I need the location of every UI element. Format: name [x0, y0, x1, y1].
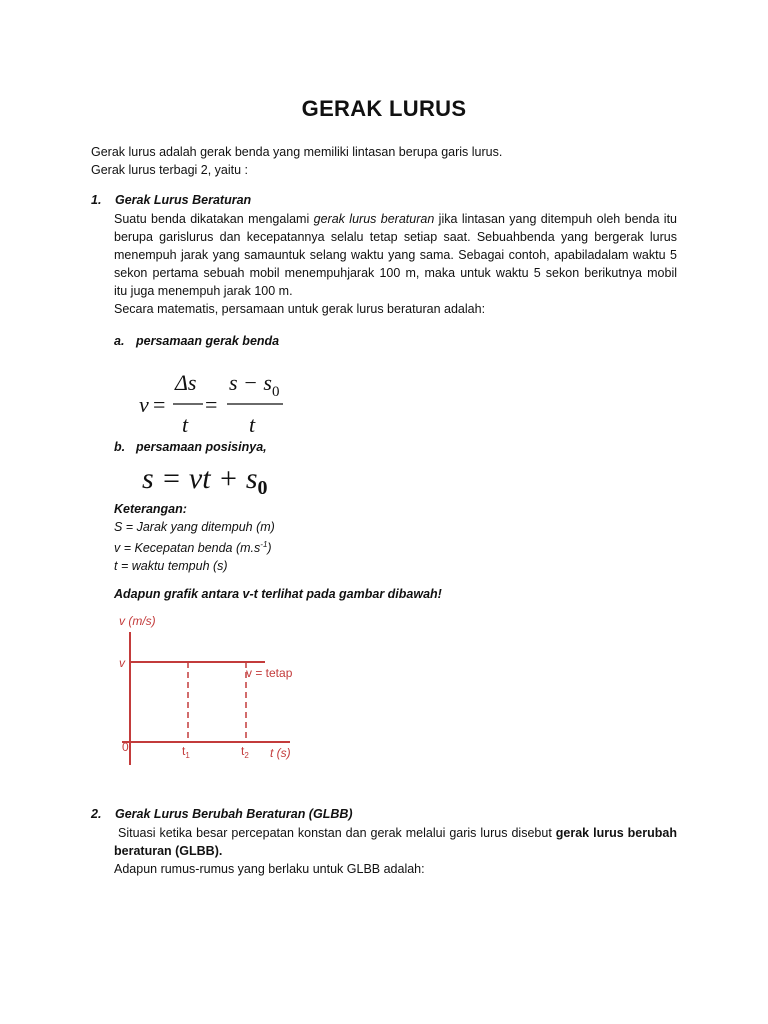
x-tick-2-sub: 2: [244, 751, 249, 760]
section-1-heading: [91, 193, 251, 207]
s2-line-2-bold: beraturan (GLBB).: [114, 844, 223, 858]
note-v-sup: -1: [260, 540, 268, 549]
x-tick-label-1: [182, 744, 190, 760]
eq-equals-2: =: [205, 392, 218, 417]
x-tick-2-main: t: [241, 744, 245, 758]
subsection-b: [114, 440, 267, 454]
note-v: [114, 536, 275, 557]
eq-numerator-delta-s: Δs: [175, 370, 197, 395]
para-line-4: sekon pertama sebuah mobil menempuhjarak 100 m, maka untuk waktu 5 sekon berikutnya mobil: [114, 266, 677, 280]
s2-line-3: Adapun rumus-rumus yang berlaku untuk GLBB adalah:: [114, 862, 425, 876]
origin-label: 0: [122, 740, 129, 754]
equation-position: [138, 458, 298, 500]
eq-position-sub: 0: [257, 477, 268, 499]
section-2-heading: [91, 807, 353, 821]
eq-position-main: s = vt + s: [142, 462, 258, 495]
y-tick-label: v: [119, 656, 125, 670]
para-line-3: menempuh jarak yang samauntuk selang waktu yang sama. Sebagai contoh, apabiladalam waktu 5: [114, 248, 677, 262]
eq-numerator-2-sub: 0: [271, 384, 280, 400]
annotation-constant: v = tetap: [246, 666, 293, 680]
equation-velocity: [135, 366, 295, 442]
page-title: GERAK LURUS: [301, 96, 467, 121]
s2-line-1-lead: Situasi ketika besar percepatan konstan dan gerak melalui garis lurus disebut: [117, 826, 556, 840]
para-line-1: [114, 210, 677, 228]
intro-paragraph: [91, 143, 691, 179]
note-s: S = Jarak yang ditempuh (m): [114, 520, 275, 534]
series-group: [130, 662, 265, 742]
eq-position: [142, 462, 268, 499]
para-tail: jika lintasan yang ditempuh oleh benda itu: [434, 212, 677, 226]
subsection-a-text: persamaan gerak benda: [136, 334, 280, 348]
eq-numerator-2-main: s − s: [229, 370, 272, 395]
x-tick-label-2: [241, 744, 249, 760]
eq-numerator-2: [229, 370, 279, 400]
note-t: t = waktu tempuh (s): [114, 559, 228, 574]
eq-v: v: [139, 392, 149, 417]
graph-caption: Adapun grafik antara v-t terlihat pada gambar dibawah!: [114, 587, 442, 601]
subsection-b-label: b.: [114, 440, 126, 454]
section-1-number: 1.: [91, 193, 102, 207]
s2-line-1: [114, 824, 677, 842]
y-axis-label: v (m/s): [119, 614, 156, 628]
para-italic-term: gerak lurus beraturan: [313, 212, 435, 226]
para-line-6: Secara matematis, persamaan untuk gerak lurus beraturan adalah:: [114, 302, 486, 316]
note-v-lead: v = Kecepatan benda (m.s: [114, 541, 261, 556]
section-1-title: Gerak Lurus Beraturan: [115, 193, 252, 207]
legend-notes: [114, 500, 275, 575]
x-tick-1-main: t: [182, 744, 186, 758]
x-axis-label: t (s): [270, 746, 291, 760]
para-line-5: itu juga menempuh jarak 100 m.: [114, 284, 293, 298]
eq-denominator-1: t: [182, 412, 189, 437]
subsection-a: [114, 334, 279, 348]
subsection-b-text: persamaan posisinya,: [136, 440, 267, 454]
para-lead: Suatu benda dikatakan mengalami: [114, 212, 314, 226]
subsection-a-label: a.: [114, 334, 125, 348]
section-2-paragraph: [114, 824, 677, 878]
vt-graph: [112, 610, 312, 770]
notes-heading: Keterangan:: [114, 502, 187, 516]
eq-denominator-2: t: [249, 412, 256, 437]
s2-line-1-bold: gerak lurus berubah: [555, 826, 677, 840]
section-2-number: 2.: [91, 807, 102, 821]
s2-line-2: [114, 842, 677, 860]
section-2-title: Gerak Lurus Berubah Beraturan (GLBB): [115, 807, 353, 821]
para-line-2: berupa garislurus dan kecepatannya selalu tetap setiap saat. Sebuahbenda yang bergerak lurus: [114, 230, 677, 244]
note-v-tail: ): [267, 541, 272, 556]
intro-line-1: Gerak lurus adalah gerak benda yang memiliki lintasan berupa garis lurus.: [91, 145, 503, 159]
intro-line-2: Gerak lurus terbagi 2, yaitu :: [91, 163, 249, 177]
eq-equals-1: =: [153, 392, 166, 417]
section-1-paragraph: [114, 210, 677, 318]
x-tick-1-sub: 1: [185, 751, 190, 760]
